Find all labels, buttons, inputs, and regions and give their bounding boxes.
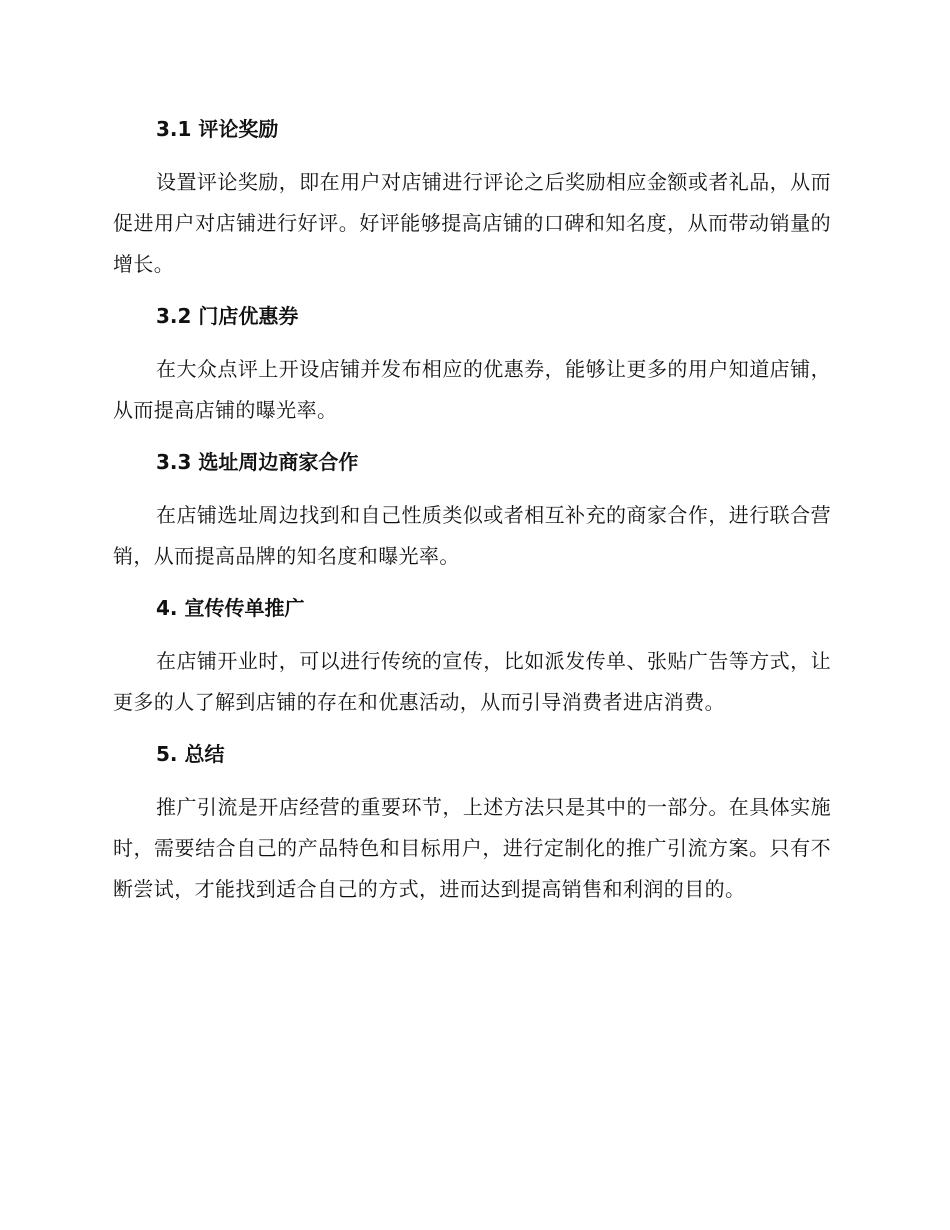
section-paragraph-5: 推广引流是开店经营的重要环节，上述方法只是其中的一部分。在具体实施时，需要结合自己的产品特色和目标用户，进行定制化的推广引流方案。只有不断尝试，才能找到适合自己的方式，进而达到提高销售和利润的目的。 <box>113 795 831 901</box>
section-heading-3-3: 3.3 选址周边商家合作 <box>156 450 359 474</box>
section-paragraph-3-2: 在大众点评上开设店铺并发布相应的优惠券，能够让更多的用户知道店铺，从而提高店铺的曝光率。 <box>113 357 831 422</box>
section-paragraph-3-1: 设置评论奖励，即在用户对店铺进行评论之后奖励相应金额或者礼品，从而促进用户对店铺进行好评。好评能够提高店铺的口碑和知名度，从而带动销量的增长。 <box>113 170 831 276</box>
section-paragraph-4: 在店铺开业时，可以进行传统的宣传，比如派发传单、张贴广告等方式，让更多的人了解到店铺的存在和优惠活动，从而引导消费者进店消费。 <box>113 649 831 714</box>
section-heading-4: 4. 宣传传单推广 <box>156 596 305 620</box>
section-paragraph-3-3: 在店铺选址周边找到和自己性质类似或者相互补充的商家合作，进行联合营销，从而提高品牌的知名度和曝光率。 <box>113 503 831 568</box>
section-heading-5: 5. 总结 <box>156 742 225 766</box>
document-page <box>113 112 831 910</box>
section-heading-3-1: 3.1 评论奖励 <box>156 117 279 141</box>
section-heading-3-2: 3.2 门店优惠券 <box>156 304 299 328</box>
